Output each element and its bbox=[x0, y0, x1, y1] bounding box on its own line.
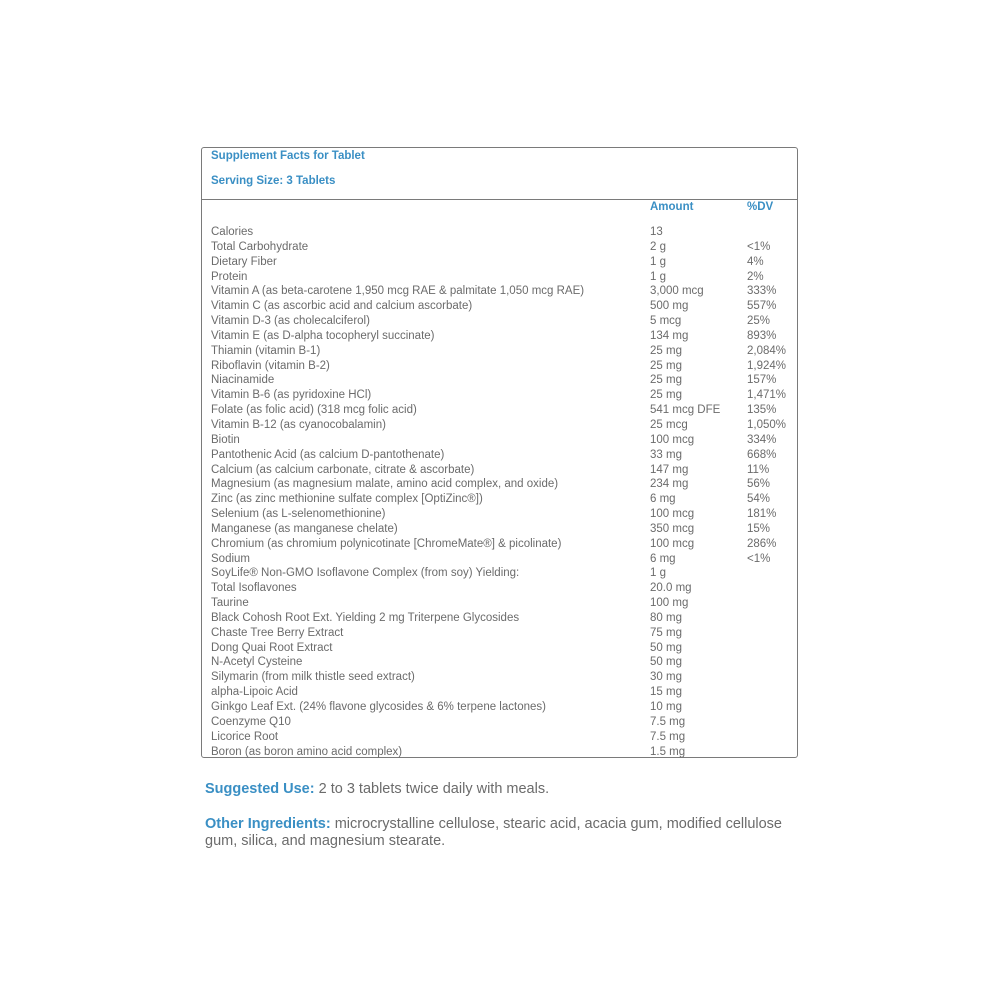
nutrient-amount: 1 g bbox=[650, 255, 666, 268]
nutrient-name: Dong Quai Root Extract bbox=[211, 641, 333, 654]
nutrient-name: alpha-Lipoic Acid bbox=[211, 686, 298, 699]
table-row bbox=[202, 270, 797, 285]
table-row bbox=[202, 329, 797, 344]
nutrient-dv: 181% bbox=[747, 508, 777, 521]
table-row bbox=[202, 344, 797, 359]
notes-section bbox=[205, 781, 815, 868]
nutrient-dv: 11% bbox=[747, 463, 770, 476]
table-row bbox=[202, 225, 797, 240]
nutrient-amount: 500 mg bbox=[650, 300, 689, 313]
table-row bbox=[202, 641, 797, 656]
nutrient-dv: 135% bbox=[747, 404, 777, 417]
table-row bbox=[202, 730, 797, 745]
suggested-use-text: 2 to 3 tablets twice daily with meals. bbox=[314, 781, 550, 797]
nutrient-name: Vitamin B-12 (as cyanocobalamin) bbox=[211, 418, 386, 431]
nutrient-dv: 15% bbox=[747, 522, 771, 535]
nutrient-name: Magnesium (as magnesium malate, amino acid complex, and oxide) bbox=[211, 478, 559, 491]
nutrient-name: Black Cohosh Root Ext. Yielding 2 mg Triterpene Glycosides bbox=[211, 611, 520, 624]
table-row bbox=[202, 745, 797, 760]
nutrient-amount: 100 mcg bbox=[650, 508, 695, 521]
nutrient-name: Total Carbohydrate bbox=[211, 240, 309, 253]
table-row bbox=[202, 284, 797, 299]
table-row bbox=[202, 314, 797, 329]
nutrient-name: Coenzyme Q10 bbox=[211, 715, 291, 728]
nutrient-name: Taurine bbox=[211, 597, 249, 610]
nutrient-amount: 6 mg bbox=[650, 552, 676, 565]
nutrient-amount: 7.5 mg bbox=[650, 730, 686, 743]
other-ingredients-label: Other Ingredients: bbox=[205, 816, 331, 832]
table-row bbox=[202, 448, 797, 463]
nutrient-amount: 1.5 mg bbox=[650, 745, 686, 758]
table-row bbox=[202, 433, 797, 448]
suggested-use-label: Suggested Use: bbox=[205, 781, 315, 797]
nutrient-dv: 668% bbox=[747, 448, 777, 461]
table-row bbox=[202, 596, 797, 611]
nutrient-amount: 100 mg bbox=[650, 597, 689, 610]
nutrient-amount: 147 mg bbox=[650, 463, 689, 476]
nutrient-amount: 2 g bbox=[650, 240, 666, 253]
nutrient-dv: 54% bbox=[747, 493, 771, 506]
table-row bbox=[202, 240, 797, 255]
nutrient-amount: 3,000 mcg bbox=[650, 285, 704, 298]
nutrient-name: Chaste Tree Berry Extract bbox=[211, 626, 344, 639]
table-row bbox=[202, 507, 797, 522]
nutrient-name: Ginkgo Leaf Ext. (24% flavone glycosides & 6% terpene lactones) bbox=[211, 701, 546, 713]
serving-size: Serving Size: 3 Tablets bbox=[211, 175, 336, 187]
nutrient-amount: 25 mg bbox=[650, 344, 682, 357]
nutrient-dv: <1% bbox=[747, 552, 771, 565]
nutrient-dv: 1,050% bbox=[747, 418, 787, 431]
nutrient-dv: 557% bbox=[747, 300, 777, 313]
nutrient-rows bbox=[202, 225, 797, 759]
table-row bbox=[202, 581, 797, 596]
nutrient-amount: 50 mg bbox=[650, 641, 682, 654]
nutrient-dv: 25% bbox=[747, 315, 771, 328]
table-row bbox=[202, 552, 797, 567]
table-row bbox=[202, 388, 797, 403]
nutrient-name: SoyLife® Non-GMO Isoflavone Complex (from soy) Yielding: bbox=[211, 567, 520, 580]
panel-header bbox=[202, 148, 797, 200]
table-row bbox=[202, 566, 797, 581]
nutrient-dv: 2,084% bbox=[747, 344, 787, 357]
nutrient-amount: 5 mcg bbox=[650, 315, 682, 328]
nutrient-name: Silymarin (from milk thistle seed extract) bbox=[211, 671, 415, 684]
table-row bbox=[202, 255, 797, 270]
nutrient-amount: 10 mg bbox=[650, 701, 682, 713]
nutrient-amount: 100 mcg bbox=[650, 433, 695, 446]
nutrient-name: Licorice Root bbox=[211, 730, 279, 743]
nutrient-name: Boron (as boron amino acid complex) bbox=[211, 745, 403, 758]
nutrient-name: Vitamin B-6 (as pyridoxine HCl) bbox=[211, 389, 372, 402]
nutrient-amount: 6 mg bbox=[650, 493, 676, 506]
nutrient-amount: 25 mg bbox=[650, 359, 682, 372]
table-row bbox=[202, 522, 797, 537]
nutrient-amount: 25 mg bbox=[650, 374, 682, 387]
amount-column-header: Amount bbox=[650, 201, 694, 213]
table-row bbox=[202, 403, 797, 418]
nutrient-name: Niacinamide bbox=[211, 374, 275, 387]
nutrient-name: Chromium (as chromium polynicotinate [ChromeMate®] & picolinate) bbox=[211, 537, 562, 550]
panel-title: Supplement Facts for Tablet bbox=[211, 150, 365, 162]
nutrient-name: Biotin bbox=[211, 433, 240, 446]
nutrient-name: Manganese (as manganese chelate) bbox=[211, 522, 398, 535]
dv-column-header: %DV bbox=[747, 201, 774, 213]
other-ingredients-text: microcrystalline cellulose, stearic acid, acacia gum, modified cellulose gum, silica, and magnesium stearate. bbox=[205, 816, 782, 849]
table-row bbox=[202, 373, 797, 388]
nutrient-amount: 15 mg bbox=[650, 686, 682, 699]
nutrient-amount: 33 mg bbox=[650, 448, 682, 461]
nutrient-name: Vitamin C (as ascorbic acid and calcium ascorbate) bbox=[211, 300, 473, 313]
column-headers bbox=[202, 200, 797, 218]
table-row bbox=[202, 299, 797, 314]
nutrient-dv: 4% bbox=[747, 255, 764, 268]
table-row bbox=[202, 418, 797, 433]
nutrient-name: Total Isoflavones bbox=[211, 582, 297, 595]
nutrient-name: Vitamin D-3 (as cholecalciferol) bbox=[211, 315, 370, 328]
table-row bbox=[202, 359, 797, 374]
nutrient-dv: 157% bbox=[747, 374, 777, 387]
table-row bbox=[202, 670, 797, 685]
nutrient-amount: 134 mg bbox=[650, 329, 689, 342]
nutrient-amount: 13 bbox=[650, 226, 663, 238]
nutrient-amount: 20.0 mg bbox=[650, 582, 692, 595]
table-row bbox=[202, 477, 797, 492]
nutrient-amount: 100 mcg bbox=[650, 537, 695, 550]
nutrient-dv: 286% bbox=[747, 537, 777, 550]
nutrient-amount: 350 mcg bbox=[650, 522, 695, 535]
nutrient-amount: 1 g bbox=[650, 567, 666, 580]
table-row bbox=[202, 537, 797, 552]
nutrient-name: Thiamin (vitamin B-1) bbox=[211, 344, 321, 357]
table-row bbox=[202, 685, 797, 700]
nutrient-name: Calcium (as calcium carbonate, citrate & ascorbate) bbox=[211, 463, 475, 476]
table-row bbox=[202, 700, 797, 715]
other-ingredients bbox=[205, 816, 815, 850]
nutrient-name: Selenium (as L-selenomethionine) bbox=[211, 508, 386, 521]
suggested-use bbox=[205, 781, 815, 798]
nutrient-name: Calories bbox=[211, 226, 254, 238]
table-row bbox=[202, 715, 797, 730]
nutrient-name: Sodium bbox=[211, 552, 250, 565]
table-row bbox=[202, 611, 797, 626]
nutrient-name: Folate (as folic acid) (318 mcg folic acid) bbox=[211, 404, 417, 417]
nutrient-name: Riboflavin (vitamin B-2) bbox=[211, 359, 330, 372]
nutrient-name: Dietary Fiber bbox=[211, 255, 277, 268]
nutrient-dv: 1,924% bbox=[747, 359, 787, 372]
nutrient-amount: 25 mcg bbox=[650, 418, 688, 431]
nutrient-dv: 334% bbox=[747, 433, 777, 446]
nutrient-name: Zinc (as zinc methionine sulfate complex [OptiZinc®]) bbox=[211, 493, 483, 506]
nutrient-name: N-Acetyl Cysteine bbox=[211, 656, 303, 669]
nutrient-amount: 80 mg bbox=[650, 611, 682, 624]
supplement-facts-panel bbox=[201, 147, 798, 758]
nutrient-amount: 1 g bbox=[650, 270, 666, 283]
nutrient-amount: 75 mg bbox=[650, 626, 682, 639]
nutrient-dv: 1,471% bbox=[747, 389, 787, 402]
nutrient-amount: 234 mg bbox=[650, 478, 689, 491]
table-row bbox=[202, 655, 797, 670]
nutrient-dv: 56% bbox=[747, 478, 771, 491]
table-row bbox=[202, 626, 797, 641]
nutrient-name: Protein bbox=[211, 270, 248, 283]
nutrient-amount: 7.5 mg bbox=[650, 715, 686, 728]
nutrient-amount: 25 mg bbox=[650, 389, 682, 402]
nutrient-name: Pantothenic Acid (as calcium D-pantothenate) bbox=[211, 448, 445, 461]
nutrient-name: Vitamin E (as D-alpha tocopheryl succinate) bbox=[211, 329, 435, 342]
nutrient-dv: 2% bbox=[747, 270, 764, 283]
nutrient-amount: 541 mcg DFE bbox=[650, 404, 721, 417]
nutrient-name: Vitamin A (as beta-carotene 1,950 mcg RAE & palmitate 1,050 mcg RAE) bbox=[211, 285, 585, 298]
nutrient-dv: 893% bbox=[747, 329, 777, 342]
nutrient-amount: 50 mg bbox=[650, 656, 682, 669]
table-row bbox=[202, 463, 797, 478]
nutrient-amount: 30 mg bbox=[650, 671, 682, 684]
nutrient-dv: <1% bbox=[747, 240, 771, 253]
table-row bbox=[202, 492, 797, 507]
nutrient-dv: 333% bbox=[747, 285, 777, 298]
